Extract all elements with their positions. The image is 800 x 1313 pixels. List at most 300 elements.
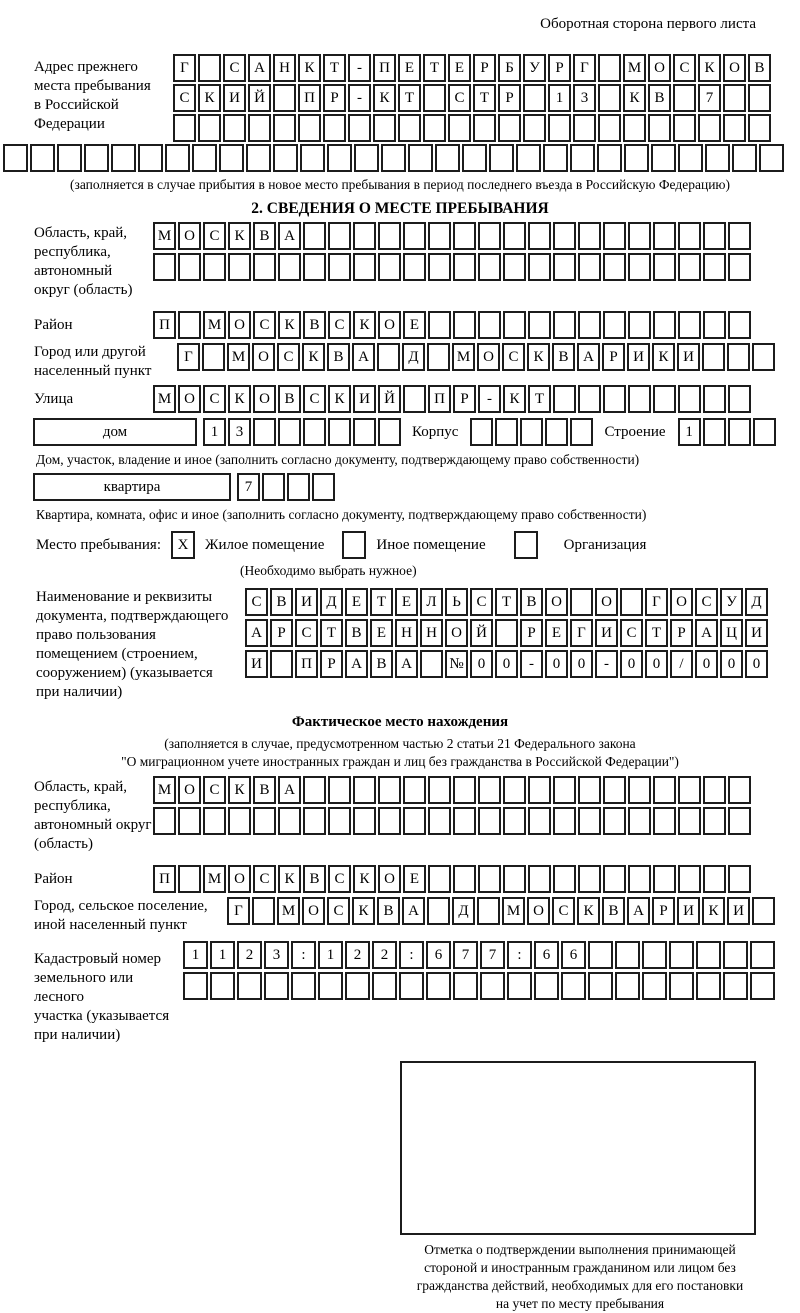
char-cell[interactable] <box>198 54 221 82</box>
char-cell[interactable]: С <box>203 776 226 804</box>
char-cell[interactable] <box>453 776 476 804</box>
char-cell[interactable]: К <box>228 385 251 413</box>
char-cell[interactable] <box>703 807 726 835</box>
char-cell[interactable]: - <box>348 54 371 82</box>
char-cell[interactable] <box>345 972 370 1000</box>
char-cell[interactable]: Г <box>227 897 250 925</box>
char-cell[interactable] <box>678 807 701 835</box>
char-cell[interactable] <box>528 222 551 250</box>
char-cell[interactable] <box>570 144 595 172</box>
char-cell[interactable]: Д <box>452 897 475 925</box>
char-cell[interactable] <box>703 776 726 804</box>
char-cell[interactable] <box>270 650 293 678</box>
char-cell[interactable] <box>628 807 651 835</box>
char-cell[interactable]: И <box>677 343 700 371</box>
char-cell[interactable] <box>570 418 593 446</box>
char-cell[interactable] <box>478 253 501 281</box>
char-cell[interactable]: 1 <box>678 418 701 446</box>
char-cell[interactable]: Т <box>528 385 551 413</box>
char-cell[interactable] <box>470 418 493 446</box>
char-cell[interactable]: 6 <box>534 941 559 969</box>
char-cell[interactable]: 0 <box>695 650 718 678</box>
char-cell[interactable]: 6 <box>426 941 451 969</box>
char-cell[interactable]: Р <box>473 54 496 82</box>
char-cell[interactable]: П <box>153 311 176 339</box>
char-cell[interactable] <box>328 807 351 835</box>
char-cell[interactable]: О <box>253 385 276 413</box>
char-cell[interactable]: Р <box>670 619 693 647</box>
char-cell[interactable] <box>759 144 784 172</box>
char-cell[interactable] <box>653 253 676 281</box>
char-cell[interactable] <box>262 473 285 501</box>
char-cell[interactable]: О <box>595 588 618 616</box>
char-cell[interactable]: Р <box>652 897 675 925</box>
char-cell[interactable] <box>553 807 576 835</box>
char-cell[interactable]: Н <box>395 619 418 647</box>
char-cell[interactable] <box>628 311 651 339</box>
char-cell[interactable]: 0 <box>720 650 743 678</box>
char-cell[interactable]: Т <box>398 84 421 112</box>
char-cell[interactable] <box>219 144 244 172</box>
char-cell[interactable] <box>623 114 646 142</box>
char-cell[interactable] <box>480 972 505 1000</box>
char-cell[interactable] <box>398 114 421 142</box>
char-cell[interactable]: 0 <box>470 650 493 678</box>
char-cell[interactable] <box>453 972 478 1000</box>
char-cell[interactable] <box>703 311 726 339</box>
char-cell[interactable] <box>153 253 176 281</box>
char-cell[interactable] <box>138 144 163 172</box>
char-cell[interactable]: В <box>345 619 368 647</box>
char-cell[interactable] <box>399 972 424 1000</box>
char-cell[interactable] <box>628 385 651 413</box>
char-cell[interactable]: О <box>648 54 671 82</box>
char-cell[interactable] <box>603 385 626 413</box>
char-cell[interactable]: С <box>695 588 718 616</box>
char-cell[interactable]: К <box>702 897 725 925</box>
char-cell[interactable] <box>750 972 775 1000</box>
char-cell[interactable]: Е <box>370 619 393 647</box>
char-cell[interactable] <box>705 144 730 172</box>
char-cell[interactable] <box>489 144 514 172</box>
char-cell[interactable] <box>428 311 451 339</box>
char-cell[interactable]: О <box>527 897 550 925</box>
char-cell[interactable] <box>628 253 651 281</box>
char-cell[interactable]: Б <box>498 54 521 82</box>
char-cell[interactable]: 3 <box>573 84 596 112</box>
char-cell[interactable] <box>448 114 471 142</box>
char-cell[interactable]: И <box>245 650 268 678</box>
char-cell[interactable]: О <box>378 311 401 339</box>
char-cell[interactable]: П <box>295 650 318 678</box>
char-cell[interactable] <box>298 114 321 142</box>
char-cell[interactable]: А <box>395 650 418 678</box>
char-cell[interactable] <box>598 84 621 112</box>
char-cell[interactable] <box>673 84 696 112</box>
char-cell[interactable] <box>426 972 451 1000</box>
char-cell[interactable]: В <box>648 84 671 112</box>
char-cell[interactable]: О <box>723 54 746 82</box>
char-cell[interactable]: К <box>228 776 251 804</box>
char-cell[interactable] <box>264 972 289 1000</box>
char-cell[interactable] <box>287 473 310 501</box>
char-cell[interactable]: Е <box>345 588 368 616</box>
char-cell[interactable]: В <box>377 897 400 925</box>
char-cell[interactable] <box>728 776 751 804</box>
char-cell[interactable] <box>403 807 426 835</box>
char-cell[interactable] <box>453 865 476 893</box>
char-cell[interactable] <box>303 418 326 446</box>
char-cell[interactable]: 0 <box>495 650 518 678</box>
char-cell[interactable] <box>178 865 201 893</box>
char-cell[interactable] <box>377 343 400 371</box>
char-cell[interactable] <box>408 144 433 172</box>
char-cell[interactable] <box>503 222 526 250</box>
char-cell[interactable] <box>495 619 518 647</box>
char-cell[interactable]: Р <box>270 619 293 647</box>
char-cell[interactable] <box>653 807 676 835</box>
char-cell[interactable] <box>507 972 532 1000</box>
char-cell[interactable] <box>420 650 443 678</box>
char-cell[interactable]: С <box>328 865 351 893</box>
char-cell[interactable] <box>578 222 601 250</box>
char-cell[interactable]: О <box>228 311 251 339</box>
char-cell[interactable] <box>353 776 376 804</box>
char-cell[interactable] <box>698 114 721 142</box>
char-cell[interactable]: Й <box>248 84 271 112</box>
char-cell[interactable]: А <box>345 650 368 678</box>
char-cell[interactable] <box>503 311 526 339</box>
char-cell[interactable]: К <box>698 54 721 82</box>
char-cell[interactable]: А <box>402 897 425 925</box>
char-cell[interactable]: С <box>673 54 696 82</box>
char-cell[interactable] <box>752 897 775 925</box>
char-cell[interactable]: И <box>627 343 650 371</box>
char-cell[interactable] <box>624 144 649 172</box>
char-cell[interactable]: Р <box>320 650 343 678</box>
char-cell[interactable]: Е <box>403 865 426 893</box>
char-cell[interactable]: П <box>428 385 451 413</box>
char-cell[interactable]: А <box>577 343 600 371</box>
char-cell[interactable] <box>553 865 576 893</box>
char-cell[interactable] <box>696 972 721 1000</box>
char-cell[interactable]: 1 <box>203 418 226 446</box>
char-cell[interactable] <box>615 972 640 1000</box>
char-cell[interactable] <box>723 114 746 142</box>
char-cell[interactable]: Ц <box>720 619 743 647</box>
char-cell[interactable] <box>678 865 701 893</box>
char-cell[interactable] <box>303 776 326 804</box>
checkbox-other-premises[interactable] <box>342 531 366 559</box>
char-cell[interactable] <box>578 385 601 413</box>
char-cell[interactable] <box>598 54 621 82</box>
char-cell[interactable] <box>603 222 626 250</box>
char-cell[interactable] <box>278 418 301 446</box>
char-cell[interactable] <box>253 418 276 446</box>
char-cell[interactable]: М <box>153 385 176 413</box>
char-cell[interactable]: 6 <box>561 941 586 969</box>
char-cell[interactable] <box>702 343 725 371</box>
char-cell[interactable] <box>111 144 136 172</box>
char-cell[interactable]: Й <box>378 385 401 413</box>
char-cell[interactable] <box>723 84 746 112</box>
char-cell[interactable]: К <box>373 84 396 112</box>
char-cell[interactable] <box>173 114 196 142</box>
char-cell[interactable]: 0 <box>645 650 668 678</box>
char-cell[interactable] <box>252 897 275 925</box>
char-cell[interactable]: В <box>748 54 771 82</box>
char-cell[interactable] <box>678 311 701 339</box>
char-cell[interactable] <box>653 311 676 339</box>
char-cell[interactable] <box>328 253 351 281</box>
char-cell[interactable] <box>427 897 450 925</box>
char-cell[interactable]: Т <box>473 84 496 112</box>
char-cell[interactable]: К <box>353 311 376 339</box>
char-cell[interactable]: О <box>477 343 500 371</box>
char-cell[interactable] <box>603 776 626 804</box>
char-cell[interactable] <box>372 972 397 1000</box>
char-cell[interactable] <box>752 343 775 371</box>
char-cell[interactable] <box>328 222 351 250</box>
char-cell[interactable] <box>570 588 593 616</box>
char-cell[interactable] <box>620 588 643 616</box>
char-cell[interactable]: 0 <box>570 650 593 678</box>
char-cell[interactable] <box>545 418 568 446</box>
char-cell[interactable] <box>628 776 651 804</box>
char-cell[interactable]: 0 <box>545 650 568 678</box>
char-cell[interactable] <box>453 222 476 250</box>
char-cell[interactable] <box>598 114 621 142</box>
char-cell[interactable]: К <box>298 54 321 82</box>
char-cell[interactable]: 1 <box>183 941 208 969</box>
char-cell[interactable]: Н <box>420 619 443 647</box>
char-cell[interactable]: 1 <box>548 84 571 112</box>
char-cell[interactable] <box>273 84 296 112</box>
char-cell[interactable]: М <box>203 865 226 893</box>
char-cell[interactable] <box>653 776 676 804</box>
char-cell[interactable] <box>378 222 401 250</box>
char-cell[interactable] <box>573 114 596 142</box>
char-cell[interactable]: М <box>623 54 646 82</box>
char-cell[interactable]: - <box>478 385 501 413</box>
char-cell[interactable]: С <box>448 84 471 112</box>
char-cell[interactable] <box>253 253 276 281</box>
char-cell[interactable]: И <box>295 588 318 616</box>
char-cell[interactable] <box>578 865 601 893</box>
char-cell[interactable]: Т <box>320 619 343 647</box>
char-cell[interactable]: Е <box>398 54 421 82</box>
char-cell[interactable]: П <box>373 54 396 82</box>
char-cell[interactable] <box>178 311 201 339</box>
char-cell[interactable]: Г <box>645 588 668 616</box>
char-cell[interactable]: 2 <box>372 941 397 969</box>
char-cell[interactable]: 7 <box>698 84 721 112</box>
char-cell[interactable] <box>703 865 726 893</box>
char-cell[interactable]: Е <box>448 54 471 82</box>
char-cell[interactable] <box>353 807 376 835</box>
char-cell[interactable] <box>678 253 701 281</box>
char-cell[interactable] <box>3 144 28 172</box>
char-cell[interactable] <box>578 311 601 339</box>
char-cell[interactable] <box>728 253 751 281</box>
char-cell[interactable] <box>323 114 346 142</box>
char-cell[interactable] <box>578 253 601 281</box>
char-cell[interactable] <box>678 222 701 250</box>
char-cell[interactable]: О <box>228 865 251 893</box>
char-cell[interactable]: 3 <box>264 941 289 969</box>
char-cell[interactable] <box>178 253 201 281</box>
char-cell[interactable] <box>202 343 225 371</box>
char-cell[interactable]: Й <box>470 619 493 647</box>
char-cell[interactable]: В <box>253 222 276 250</box>
char-cell[interactable] <box>328 418 351 446</box>
char-cell[interactable] <box>427 343 450 371</box>
char-cell[interactable]: К <box>278 865 301 893</box>
char-cell[interactable]: А <box>695 619 718 647</box>
char-cell[interactable]: В <box>303 865 326 893</box>
char-cell[interactable]: С <box>173 84 196 112</box>
char-cell[interactable] <box>528 311 551 339</box>
char-cell[interactable] <box>653 222 676 250</box>
char-cell[interactable] <box>653 385 676 413</box>
char-cell[interactable]: С <box>327 897 350 925</box>
char-cell[interactable] <box>528 807 551 835</box>
char-cell[interactable] <box>303 222 326 250</box>
char-cell[interactable] <box>615 941 640 969</box>
char-cell[interactable] <box>228 807 251 835</box>
char-cell[interactable] <box>373 114 396 142</box>
char-cell[interactable]: Р <box>323 84 346 112</box>
char-cell[interactable] <box>473 114 496 142</box>
char-cell[interactable] <box>553 222 576 250</box>
char-cell[interactable] <box>223 114 246 142</box>
char-cell[interactable]: П <box>153 865 176 893</box>
char-cell[interactable]: А <box>245 619 268 647</box>
char-cell[interactable] <box>528 253 551 281</box>
char-cell[interactable]: К <box>577 897 600 925</box>
char-cell[interactable] <box>183 972 208 1000</box>
char-cell[interactable] <box>403 776 426 804</box>
char-cell[interactable]: В <box>270 588 293 616</box>
char-cell[interactable] <box>728 807 751 835</box>
char-cell[interactable] <box>453 311 476 339</box>
char-cell[interactable]: С <box>295 619 318 647</box>
char-cell[interactable] <box>603 311 626 339</box>
char-cell[interactable]: В <box>253 776 276 804</box>
char-cell[interactable]: С <box>203 222 226 250</box>
char-cell[interactable]: 1 <box>318 941 343 969</box>
char-cell[interactable] <box>453 253 476 281</box>
char-cell[interactable]: К <box>652 343 675 371</box>
char-cell[interactable] <box>642 941 667 969</box>
char-cell[interactable]: О <box>178 776 201 804</box>
char-cell[interactable] <box>651 144 676 172</box>
char-cell[interactable] <box>378 418 401 446</box>
char-cell[interactable] <box>553 385 576 413</box>
char-cell[interactable] <box>403 253 426 281</box>
char-cell[interactable]: Т <box>370 588 393 616</box>
char-cell[interactable]: В <box>278 385 301 413</box>
char-cell[interactable]: И <box>595 619 618 647</box>
char-cell[interactable] <box>728 865 751 893</box>
char-cell[interactable] <box>543 144 568 172</box>
char-cell[interactable]: К <box>228 222 251 250</box>
char-cell[interactable] <box>503 776 526 804</box>
char-cell[interactable] <box>57 144 82 172</box>
char-cell[interactable]: Т <box>323 54 346 82</box>
char-cell[interactable] <box>378 253 401 281</box>
char-cell[interactable] <box>603 807 626 835</box>
char-cell[interactable] <box>628 222 651 250</box>
char-cell[interactable] <box>478 776 501 804</box>
char-cell[interactable]: В <box>370 650 393 678</box>
char-cell[interactable]: Д <box>745 588 768 616</box>
char-cell[interactable] <box>354 144 379 172</box>
char-cell[interactable] <box>378 807 401 835</box>
char-cell[interactable]: Т <box>495 588 518 616</box>
char-cell[interactable] <box>495 418 518 446</box>
char-cell[interactable] <box>428 865 451 893</box>
char-cell[interactable] <box>353 253 376 281</box>
char-cell[interactable]: В <box>303 311 326 339</box>
char-cell[interactable]: 2 <box>237 941 262 969</box>
char-cell[interactable] <box>278 807 301 835</box>
char-cell[interactable] <box>453 807 476 835</box>
char-cell[interactable] <box>423 114 446 142</box>
char-cell[interactable]: К <box>623 84 646 112</box>
char-cell[interactable]: 7 <box>453 941 478 969</box>
char-cell[interactable] <box>603 253 626 281</box>
char-cell[interactable] <box>478 311 501 339</box>
char-cell[interactable] <box>428 807 451 835</box>
char-cell[interactable]: Д <box>402 343 425 371</box>
char-cell[interactable] <box>678 144 703 172</box>
char-cell[interactable] <box>203 807 226 835</box>
char-cell[interactable] <box>203 253 226 281</box>
char-cell[interactable]: М <box>227 343 250 371</box>
char-cell[interactable]: К <box>328 385 351 413</box>
char-cell[interactable] <box>748 114 771 142</box>
char-cell[interactable] <box>728 222 751 250</box>
char-cell[interactable] <box>327 144 352 172</box>
char-cell[interactable] <box>703 418 726 446</box>
char-cell[interactable] <box>669 941 694 969</box>
char-cell[interactable] <box>237 972 262 1000</box>
char-cell[interactable]: О <box>545 588 568 616</box>
char-cell[interactable] <box>673 114 696 142</box>
char-cell[interactable]: У <box>720 588 743 616</box>
checkbox-organization[interactable] <box>514 531 538 559</box>
char-cell[interactable]: А <box>278 222 301 250</box>
char-cell[interactable]: А <box>248 54 271 82</box>
char-cell[interactable] <box>728 385 751 413</box>
char-cell[interactable] <box>648 114 671 142</box>
char-cell[interactable]: № <box>445 650 468 678</box>
char-cell[interactable]: А <box>627 897 650 925</box>
char-cell[interactable] <box>723 972 748 1000</box>
char-cell[interactable]: Т <box>645 619 668 647</box>
char-cell[interactable]: С <box>277 343 300 371</box>
char-cell[interactable]: В <box>602 897 625 925</box>
char-cell[interactable] <box>478 222 501 250</box>
char-cell[interactable] <box>153 807 176 835</box>
char-cell[interactable] <box>403 222 426 250</box>
char-cell[interactable]: / <box>670 650 693 678</box>
char-cell[interactable] <box>328 776 351 804</box>
char-cell[interactable] <box>273 114 296 142</box>
char-cell[interactable] <box>669 972 694 1000</box>
char-cell[interactable] <box>703 253 726 281</box>
